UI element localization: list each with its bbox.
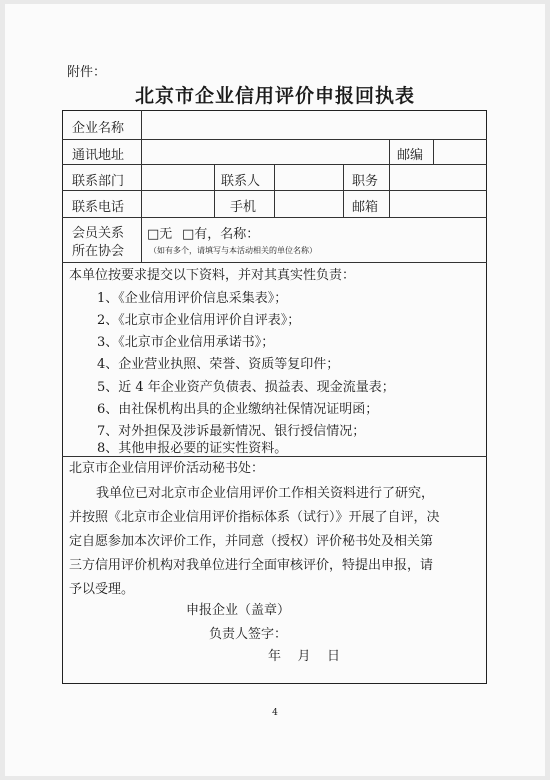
label-postcode: 邮编 xyxy=(397,148,424,163)
materials-intro: 本单位按要求提交以下资料，并对其真实性负责： xyxy=(69,268,356,283)
letter-line: 并按照《北京市企业信用评价指标体系（试行）》开展了自评，决 xyxy=(69,510,440,525)
date-label: 年 月 日 xyxy=(268,649,341,664)
label-address: 通讯地址 xyxy=(72,148,125,163)
option-yes-checkbox[interactable]: □有，名称： xyxy=(182,227,260,242)
label-mobile: 手机 xyxy=(230,200,257,215)
letter-line: 三方信用评价机构对我单位进行全面审核评价，特提出申报，请 xyxy=(69,558,434,573)
signature-label: 负责人签字： xyxy=(209,627,288,642)
material-item: 4、企业营业执照、荣誉、资质等复印件； xyxy=(97,357,340,372)
row-divider xyxy=(62,217,487,218)
material-item: 3、《北京市企业信用承诺书》； xyxy=(97,335,275,350)
material-item: 8、其他申报必要的证实性资料。 xyxy=(97,441,288,456)
letter-line: 定自愿参加本次评价工作，并同意（授权）评价秘书处及相关第 xyxy=(69,534,434,549)
label-phone: 联系电话 xyxy=(72,200,125,215)
col-divider xyxy=(343,164,344,217)
row-divider xyxy=(62,262,487,263)
label-contact-person: 联系人 xyxy=(221,174,261,189)
label-member-line1: 会员关系 xyxy=(72,226,125,241)
col-divider xyxy=(274,164,275,217)
material-item: 6、由社保机构出具的企业缴纳社保情况证明函； xyxy=(97,402,379,417)
page-number: 4 xyxy=(272,708,278,718)
label-company-name: 企业名称 xyxy=(72,121,125,136)
letter-line: 予以受理。 xyxy=(69,582,135,597)
col-divider xyxy=(433,139,434,164)
label-department: 联系部门 xyxy=(72,174,125,189)
col-divider xyxy=(389,139,390,164)
option-none-checkbox[interactable]: □无 xyxy=(147,227,173,242)
letter-line: 我单位已对北京市企业信用评价工作相关资料进行了研究， xyxy=(96,486,435,501)
attachment-label: 附件： xyxy=(67,65,107,80)
col-divider xyxy=(389,164,390,217)
label-position: 职务 xyxy=(352,174,379,189)
material-item: 5、近 4 年企业资产负债表、损益表、现金流量表； xyxy=(97,380,395,395)
label-email: 邮箱 xyxy=(352,200,379,215)
member-note: （如有多个，请填写与本活动相关的单位名称） xyxy=(149,246,317,255)
col-divider xyxy=(214,164,215,217)
seal-label: 申报企业（盖章） xyxy=(186,603,291,618)
row-divider xyxy=(62,139,487,140)
label-member-line2: 所在协会 xyxy=(72,244,125,259)
form-title: 北京市企业信用评价申报回执表 xyxy=(134,85,415,107)
material-item: 2、《北京市企业信用评价自评表》； xyxy=(97,313,301,328)
material-item: 1、《企业信用评价信息采集表》； xyxy=(97,291,288,306)
material-item: 7、对外担保及涉诉最新情况、银行授信情况； xyxy=(97,424,366,439)
col-divider xyxy=(141,110,142,262)
letter-salutation: 北京市企业信用评价活动秘书处： xyxy=(69,461,265,476)
